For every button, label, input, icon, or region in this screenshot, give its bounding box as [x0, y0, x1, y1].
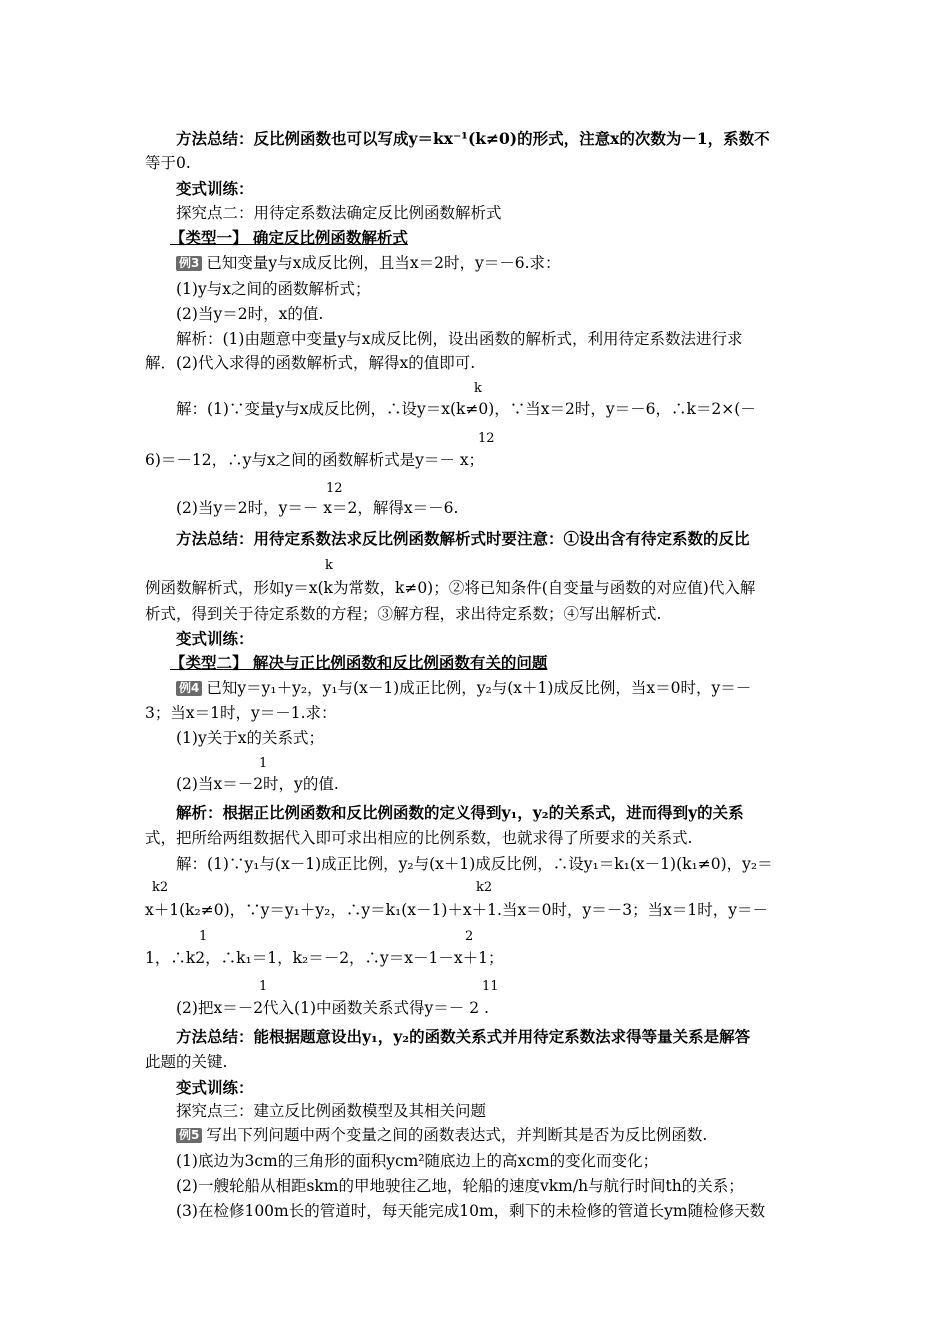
fraction-numerator: 1 [199, 929, 208, 944]
fraction-numerator: 12 [326, 481, 343, 496]
question-4-2: (2)当x＝－2时，y的值. [176, 775, 339, 793]
example-5-line [176, 1124, 810, 1146]
method-summary-3-cont2: 析式，得到关于待定系数的方程；③解方程，求出待定系数；④写出解析式. [145, 605, 662, 623]
fraction-numerator: 1 [259, 756, 268, 771]
solution-4-1-cont: x＋1(k₂≠0)，∵y＝y₁＋y₂，∴y＝k₁(x－1)＋x＋1.当x＝0时，y＝－3；当x＝1时，y＝－ [145, 901, 769, 919]
solution-4-1-cont2: 1，∴k2，∴k₁＝1，k₂＝－2，∴y＝x－1－x＋1； [145, 949, 504, 967]
fraction-numerator: 1 [259, 979, 268, 994]
question-5-3: (3)在检修100m长的管道时，每天能完成10m，剩下的未检修的管道长ym随检修天数 [176, 1202, 766, 1220]
section-heading-3: 探究点三：建立反比例函数模型及其相关问题 [176, 1102, 487, 1120]
question-4-1: (1)y关于x的关系式； [176, 729, 324, 747]
analysis-3-cont: 解．(2)代入求得的函数解析式，解得x的值即可. [145, 354, 476, 372]
analysis-4-cont: 式，把所给两组数据代入即可求出相应的比例系数，也就求得了所要求的关系式. [145, 829, 693, 847]
fraction-numerator: 2 [465, 929, 474, 944]
section-heading-2: 探究点二：用待定系数法确定反比例函数解析式 [176, 204, 502, 222]
method-summary-4: 方法总结：能根据题意设出y₁，y₂的函数关系式并用待定系数法求得等量关系是解答 [176, 1027, 751, 1046]
question-5-2: (2)一艘轮船从相距skm的甲地驶往乙地，轮船的速度vkm/h与航行时间th的关系； [176, 1177, 744, 1195]
fraction-numerator: k [325, 558, 333, 573]
question-5-1: (1)底边为3cm的三角形的面积ycm²随底边上的高xcm的变化而变化； [176, 1152, 659, 1170]
example-4-cont: 3；当x＝1时，y＝－1.求： [145, 704, 337, 722]
solution-3-1: 解：(1)∵变量y与x成反比例，∴设y＝x(k≠0)，∵当x＝2时，y＝－6，∴k＝2×(－ [176, 400, 756, 418]
example-3-badge: 例3 [176, 256, 202, 271]
question-3-1: (1)y与x之间的函数解析式； [176, 280, 371, 298]
practice-label-3: 变式训练： [176, 1078, 254, 1097]
method-summary-3: 方法总结：用待定系数法求反比例函数解析式时要注意：①设出含有待定系数的反比 [176, 529, 750, 548]
example-5-text: 写出下列问题中两个变量之间的函数表达式，并判断其是否为反比例函数. [206, 1126, 708, 1144]
type-two-heading: 【类型二】 解决与正比例函数和反比例函数有关的问题 [170, 653, 548, 672]
solution-3-1-cont: 6)＝－12，∴y与x之间的函数解析式是y＝－ x； [145, 451, 485, 469]
fraction-numerator: k2 [152, 880, 169, 895]
fraction-numerator: 12 [478, 431, 495, 446]
fraction-numerator: k [474, 381, 482, 396]
example-4-line [176, 677, 810, 699]
practice-label-1: 变式训练： [176, 179, 254, 198]
analysis-4: 解析：根据正比例函数和反比例函数的定义得到y₁，y₂的关系式，进而得到y的关系 [176, 803, 744, 822]
solution-4-2: (2)把x＝－2代入(1)中函数关系式得y＝－ 2 . [176, 999, 489, 1017]
example-5-badge: 例5 [176, 1128, 202, 1143]
method-summary-3-cont: 例函数解析式，形如y＝x(k为常数，k≠0)；②将已知条件(自变量与函数的对应值)代入解 [145, 579, 756, 597]
example-3-line [176, 252, 810, 274]
practice-label-2: 变式训练： [176, 629, 254, 648]
method-summary-4-cont: 此题的关键. [145, 1053, 228, 1071]
example-4-text: 已知y＝y₁＋y₂，y₁与(x－1)成正比例，y₂与(x＋1)成反比例，当x＝0时，y＝－ [206, 679, 752, 697]
fraction-numerator: k2 [476, 880, 493, 895]
example-4-badge: 例4 [176, 681, 202, 696]
method-summary-1-cont: 等于0. [145, 154, 191, 172]
fraction-numerator: 11 [482, 979, 499, 994]
question-3-2: (2)当y＝2时，x的值. [176, 305, 324, 323]
solution-3-2: (2)当y＝2时，y＝－ x＝2，解得x＝－6. [176, 499, 459, 517]
example-3-text: 已知变量y与x成反比例，且当x＝2时，y＝－6.求： [206, 254, 561, 272]
type-one-heading: 【类型一】 确定反比例函数解析式 [170, 228, 408, 247]
analysis-3: 解析：(1)由题意中变量y与x成反比例，设出函数的解析式，利用待定系数法进行求 [176, 330, 743, 348]
solution-4-1: 解：(1)∵y₁与(x－1)成正比例，y₂与(x＋1)成反比例，∴设y₁＝k₁(x－1)(k₁≠0)，y₂＝ [176, 855, 773, 873]
method-summary-1: 方法总结：反比例函数也可以写成y＝kx⁻¹(k≠0)的形式，注意x的次数为－1，系数不 [176, 129, 770, 148]
